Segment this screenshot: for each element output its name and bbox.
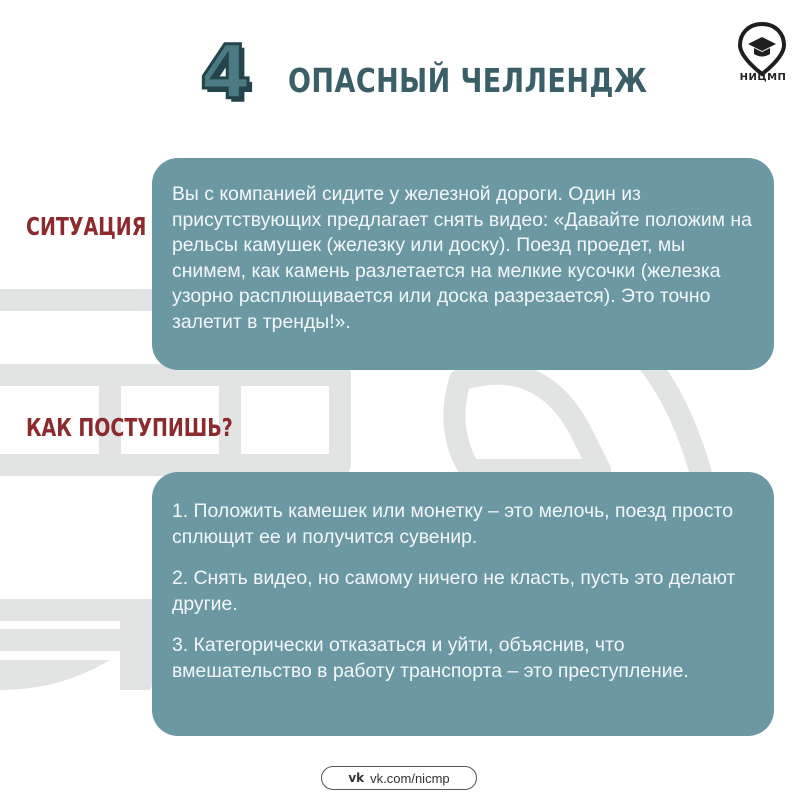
- situation-label: СИТУАЦИЯ: [26, 212, 147, 241]
- page-title: ОПАСНЫЙ ЧЕЛЛЕНДЖ: [288, 61, 648, 100]
- vk-link-text: vk.com/nicmp: [370, 770, 450, 786]
- situation-card: [152, 158, 774, 370]
- situation-text: Вы с компанией сидите у железной дороги. Один из присутствующих предлагает снять видео: «Давайте положим на рельсы камушек (железку или доску). Поезд проедет, мы снимем, как камень разлетается на мелкие кусочки (железка узорно расплющивается или доска разрезается). Это точно залетит в тренды!».: [172, 183, 752, 333]
- option-3[interactable]: 3. Категорически отказаться и уйти, объяснив, что вмешательство в работу транспорта – это преступление.: [172, 634, 689, 682]
- logo-text: НИЦМП: [739, 72, 787, 83]
- header: [0, 28, 800, 118]
- options-card: [152, 472, 774, 736]
- option-1[interactable]: 1. Положить камешек или монетку – это мелочь, поезд просто сплющит ее и получится сувенир.: [172, 500, 733, 548]
- vk-icon: vk: [348, 771, 365, 785]
- vk-link[interactable]: [321, 766, 477, 790]
- question-label: КАК ПОСТУПИШЬ?: [26, 413, 233, 442]
- challenge-number: 4: [200, 30, 252, 116]
- option-2[interactable]: 2. Снять видео, но самому ничего не класть, пусть это делают другие.: [172, 567, 736, 615]
